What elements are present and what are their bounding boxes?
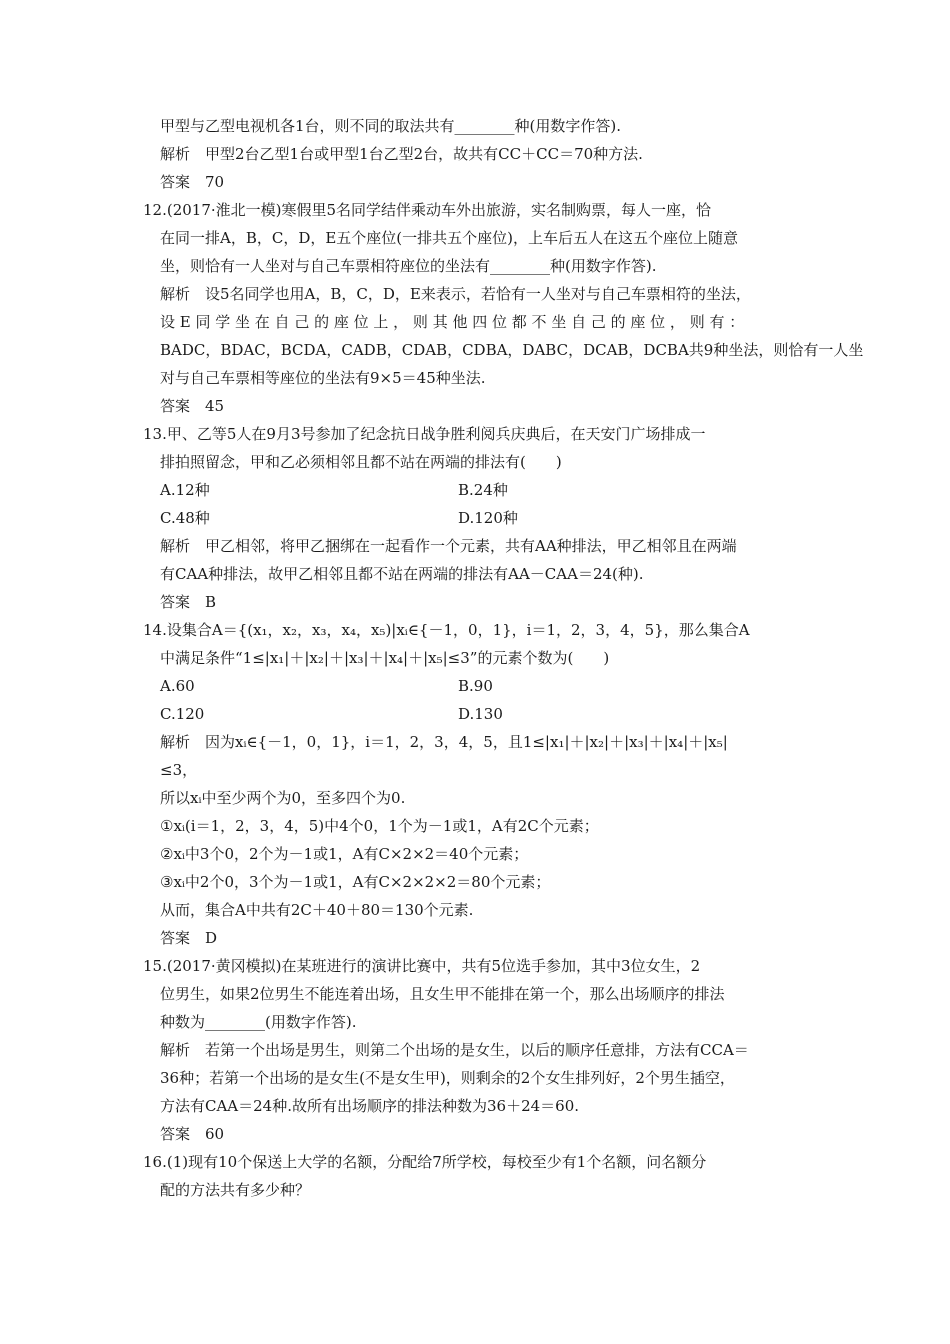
text-line: C.120 — [160, 705, 205, 723]
text-line: A.12种 — [160, 481, 210, 499]
text-line: 方法有CAA＝24种.故所有出场顺序的排法种数为36＋24＝60. — [160, 1097, 580, 1115]
text-line: 甲型与乙型电视机各1台，则不同的取法共有________种(用数字作答). — [160, 117, 622, 135]
text-line: ③xᵢ中2个0，3个为－1或1，A有C×2×2×2＝80个元素； — [160, 873, 551, 891]
option-right: B.24种 — [458, 481, 508, 499]
text-line: 配的方法共有多少种？ — [160, 1181, 311, 1199]
text-line: BADC，BDAC，BCDA，CADB，CDAB，CDBA，DABC，DCAB，DCBA共9种坐法，则恰有一人坐 — [160, 341, 864, 359]
text-line: 排拍照留念，甲和乙必须相邻且都不站在两端的排法有( ) — [160, 453, 562, 471]
text-line: 12.(2017·淮北一模)寒假里5名同学结伴乘动车外出旅游，实名制购票，每人一座，恰 — [143, 201, 712, 219]
option-right: D.120种 — [458, 509, 518, 527]
text-line: 答案 60 — [160, 1125, 225, 1143]
text-line: 在同一排A，B，C，D，E五个座位(一排共五个座位)，上车后五人在这五个座位上随意 — [160, 229, 739, 247]
text-line: 坐，则恰有一人坐对与自己车票相符座位的坐法有________种(用数字作答). — [160, 257, 657, 275]
text-line: 解析 设5名同学也用A，B，C，D，E来表示，若恰有一人坐对与自己车票相符的坐法， — [160, 285, 751, 303]
text-line: 解析 甲乙相邻，将甲乙捆绑在一起看作一个元素，共有AA种排法，甲乙相邻且在两端 — [160, 537, 737, 555]
text-line: 位男生，如果2位男生不能连着出场，且女生甲不能排在第一个，那么出场顺序的排法 — [160, 985, 725, 1003]
text-line: 设 E 同 学 坐 在 自 己 的 座 位 上 ， 则 其 他 四 位 都 不 坐 自 己 的 座 位 ， 则 有 ： — [160, 313, 745, 331]
text-line: 15.(2017·黄冈模拟)在某班进行的演讲比赛中，共有5位选手参加，其中3位女生，2 — [143, 957, 701, 975]
text-line: 从而，集合A中共有2C＋40＋80＝130个元素. — [160, 901, 474, 919]
text-line: 答案 70 — [160, 173, 225, 191]
text-line: 36种；若第一个出场的是女生(不是女生甲)，则剩余的2个女生排列好，2个男生插空， — [160, 1069, 735, 1087]
text-line: 中满足条件“1≤|x₁|＋|x₂|＋|x₃|＋|x₄|＋|x₅|≤3”的元素个数为( ) — [160, 649, 610, 667]
text-line: A.60 — [160, 677, 195, 695]
text-line: 解析 若第一个出场是男生，则第二个出场的是女生，以后的顺序任意排，方法有CCA＝ — [160, 1041, 749, 1059]
text-line: 13.甲、乙等5人在9月3号参加了纪念抗日战争胜利阅兵庆典后，在天安门广场排成一 — [143, 425, 706, 443]
text-line: 种数为________(用数字作答). — [160, 1013, 357, 1031]
text-line: 解析 因为xᵢ∈{－1，0，1}，i＝1，2，3，4，5，且1≤|x₁|＋|x₂|＋|x₃|＋|x₄|＋|x₅| — [160, 733, 728, 751]
text-line: ①xᵢ(i＝1，2，3，4，5)中4个0，1个为－1或1，A有2C个元素； — [160, 817, 599, 835]
text-line: ≤3， — [160, 761, 198, 779]
option-right: D.130 — [458, 705, 503, 723]
text-line: 14.设集合A＝{(x₁，x₂，x₃，x₄，x₅)|xᵢ∈{－1，0，1}，i＝1，2，3，4，5}，那么集合A — [143, 621, 750, 639]
text-line: 所以xᵢ中至少两个为0，至多四个为0. — [160, 789, 406, 807]
text-line: 对与自己车票相等座位的坐法有9×5＝45种坐法. — [160, 369, 486, 387]
text-line: 有CAA种排法，故甲乙相邻且都不站在两端的排法有AA－CAA＝24(种). — [160, 565, 644, 583]
text-line: 答案 D — [160, 929, 218, 947]
text-line: C.48种 — [160, 509, 210, 527]
text-line: 答案 B — [160, 593, 217, 611]
text-line: 16.(1)现有10个保送上大学的名额，分配给7所学校，每校至少有1个名额，问名额分 — [143, 1153, 707, 1171]
text-line: 解析 甲型2台乙型1台或甲型1台乙型2台，故共有CC＋CC＝70种方法. — [160, 145, 643, 163]
text-line: ②xᵢ中3个0，2个为－1或1，A有C×2×2＝40个元素； — [160, 845, 529, 863]
option-right: B.90 — [458, 677, 493, 695]
text-line: 答案 45 — [160, 397, 225, 415]
